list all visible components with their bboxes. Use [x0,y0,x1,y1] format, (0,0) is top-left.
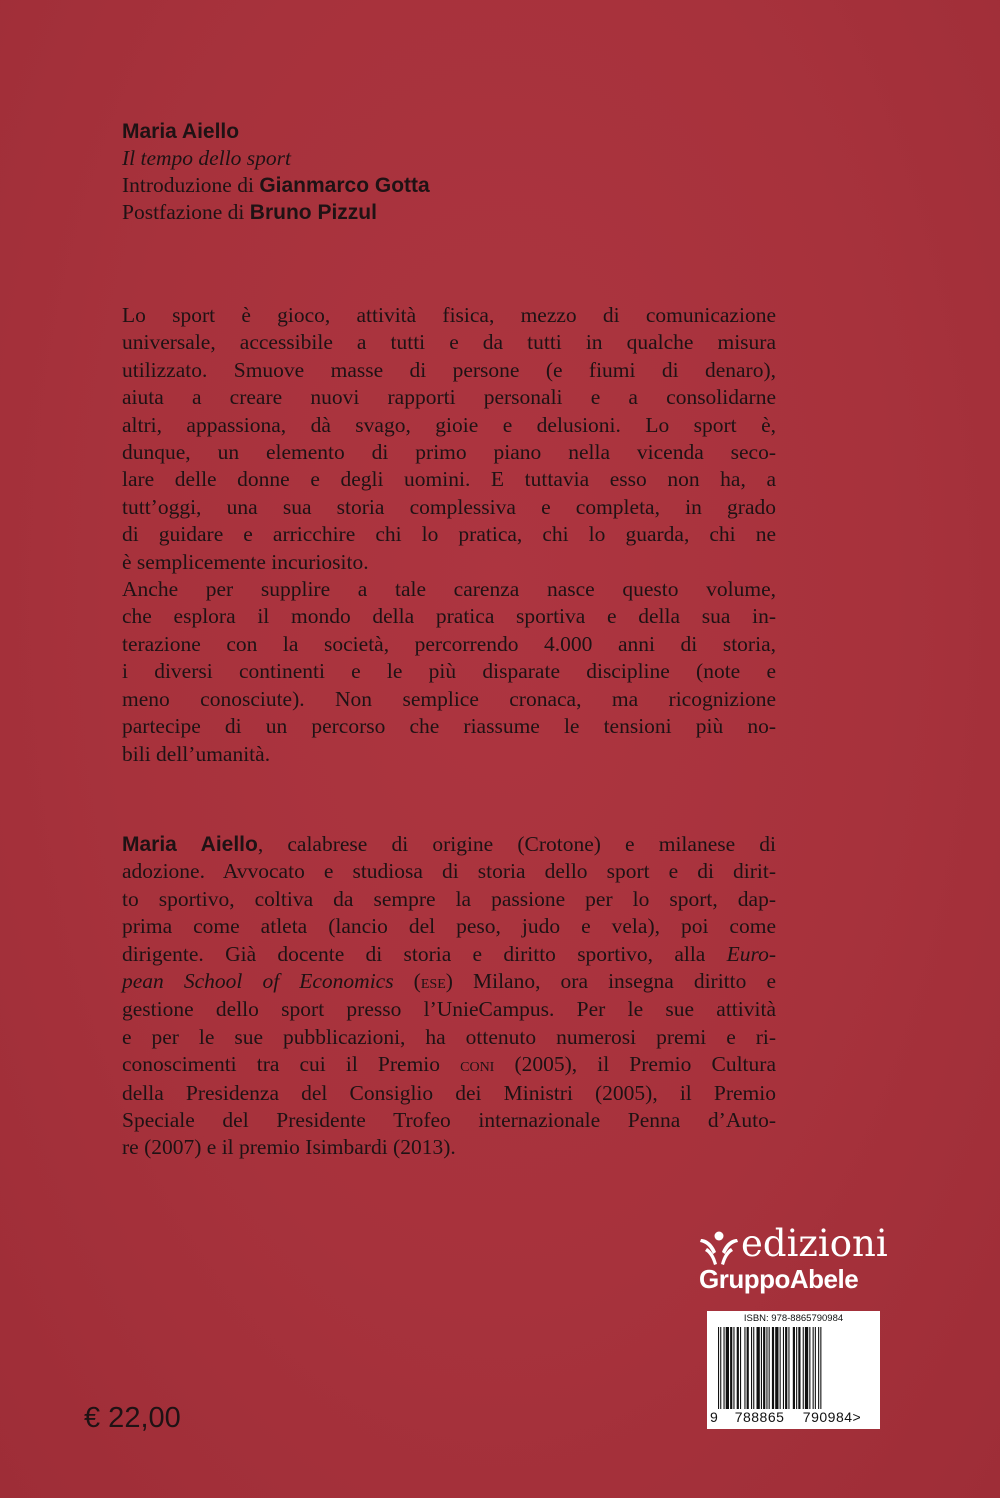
barcode-bar [761,1327,762,1409]
barcode-bar [793,1327,795,1409]
blurb-line: tutt’oggi, una sua storia complessiva e completa, in grado [122,494,776,519]
blurb-line: Lo sport è gioco, attività fisica, mezzo di comunicazione [122,303,776,327]
bio-text: ) Milano, ora insegna diritto e [445,969,776,994]
bio-text: , calabrese di origine (Crotone) e milanese di [257,832,777,856]
barcode-bar [775,1327,778,1409]
introduction-credit [122,172,430,199]
barcode-bar [820,1327,821,1409]
bio-acronym: coni [460,1055,495,1077]
barcode-bar [733,1327,734,1409]
bio-text: dirigente. Già docente di storia e diritto sportivo, alla [122,941,727,966]
barcode-bar [726,1327,729,1409]
blurb-line: utilizzato. Smuove masse di persone (e fiumi di denaro), [122,357,776,382]
blurb-line: è semplicemente incuriosito. [122,549,369,574]
barcode-bar [737,1327,739,1409]
author-bio [122,831,776,1162]
blurb-line: universale, accessibile a tutti e da tutti in qualche misura [122,330,776,355]
barcode-bar [724,1327,725,1409]
post-prefix: Postfazione di [122,200,250,224]
book-blurb [122,302,776,768]
barcode-bar [788,1327,789,1409]
bio-italic: Euro- [726,941,776,966]
bio-line: adozione. Avvocato e studiosa di storia dello sport e di dirit- [122,859,776,884]
bio-text: conoscimenti tra cui il Premio [122,1052,461,1077]
barcode-bar [769,1327,770,1409]
bio-line [122,831,776,858]
blurb-line: partecipe di un percorso che riassume le tensioni più no- [122,714,776,739]
blurb-line: lare delle donne e degli uomini. E tuttavia esso non ha, a [122,467,776,492]
barcode-bar [785,1327,787,1409]
isbn-label: ISBN: 978-8865790984 [743,1313,844,1324]
barcode-bars [718,1327,870,1409]
bio-acronym: ese [420,972,446,994]
barcode-group-1: 788865 [734,1409,785,1425]
barcode-bar [718,1327,719,1409]
intro-prefix: Introduzione di [122,173,260,197]
blurb-line: di guidare e arricchire chi lo pratica, chi lo guarda, chi ne [122,522,776,547]
postface-credit [122,199,430,226]
blurb-line: altri, appassiona, dà svago, gioie e delusioni. Lo sport è, [122,412,776,437]
bio-line: prima come atleta (lancio del peso, judo e vela), poi come [122,914,776,939]
barcode-bar [783,1327,784,1409]
publisher-name-edizioni: edizioni [741,1222,888,1265]
blurb-line: meno conosciute). Non semplice cronaca, ma ricognizione [122,686,776,711]
blurb-line: Anche per supplire a tale carenza nasce questo volume, [122,577,776,602]
barcode-bar [772,1327,774,1409]
bio-line: to sportivo, coltiva da sempre la passione per lo sport, dap- [122,886,776,911]
price: € 22,00 [84,1402,181,1434]
bio-author-name: Maria Aiello [122,833,258,856]
barcode-bar [753,1327,754,1409]
book-header [122,118,430,226]
publisher-logo [697,1222,892,1296]
isbn-barcode [707,1311,880,1429]
barcode-bar [730,1327,732,1409]
barcode-bar [815,1327,816,1409]
bio-line [122,941,776,968]
barcode-bar [720,1327,721,1409]
bio-line: Speciale del Presidente Trofeo internazionale Penna d’Auto- [122,1108,776,1133]
bio-italic: pean School of Economics [122,969,394,994]
barcode-group-2: 790984 [802,1409,853,1425]
barcode-first-digit: 9 [710,1409,719,1425]
barcode-bar [818,1327,819,1409]
blurb-line: che esplora il mondo della pratica sportiva e della sua in- [122,604,776,629]
barcode-end-mark: > [852,1409,862,1425]
bio-line [122,1051,776,1079]
blurb-line: dunque, un elemento di primo piano nella vicenda seco- [122,440,776,465]
barcode-bar [740,1327,741,1409]
intro-author: Gianmarco Gotta [259,174,430,197]
bio-line: re (2007) e il premio Isimbardi (2013). [122,1135,456,1160]
barcode-bar [805,1327,808,1409]
barcode-bar [796,1327,797,1409]
book-title: Il tempo dello sport [122,146,291,170]
bio-line: gestione dello sport presso l’UnieCampus. Per le sue attività [122,997,776,1022]
barcode-digits [710,1409,880,1425]
bio-text: (2005), il Premio Cultura [494,1052,776,1077]
barcode-bar [798,1327,800,1409]
barcode-bar [766,1327,767,1409]
barcode-bar [757,1327,760,1409]
postface-author: Bruno Pizzul [249,201,377,224]
bio-line: e per le sue pubblicazioni, ha ottenuto numerosi premi e ri- [122,1024,776,1049]
blurb-line: i diversi continenti e le più disparate discipline (note e [122,659,776,684]
bio-line: della Presidenza del Consiglio dei Ministri (2005), il Premio [122,1080,776,1105]
blurb-line: terazione con la società, percorrendo 4.000 anni di storia, [122,631,776,656]
barcode-bar [803,1327,804,1409]
blurb-line: bili dell’umanità. [122,741,271,766]
barcode-bar [744,1327,745,1409]
barcode-bar [751,1327,752,1409]
barcode-bar [813,1327,814,1409]
publisher-flower-icon [697,1230,741,1268]
author-name: Maria Aiello [122,120,240,143]
barcode-bar [763,1327,765,1409]
blurb-paragraph-2 [122,576,776,768]
barcode-bar [809,1327,810,1409]
barcode-bar [747,1327,749,1409]
blurb-paragraph-1 [122,302,776,576]
blurb-line: aiuta a creare nuovi rapporti personali e a consolidarne [122,385,776,410]
barcode-bar [780,1327,781,1409]
bio-line: pean School of Economics (ese) Milano, ora insegna diritto e [122,969,776,994]
publisher-name-gruppoabele: GruppoAbele [699,1264,859,1294]
